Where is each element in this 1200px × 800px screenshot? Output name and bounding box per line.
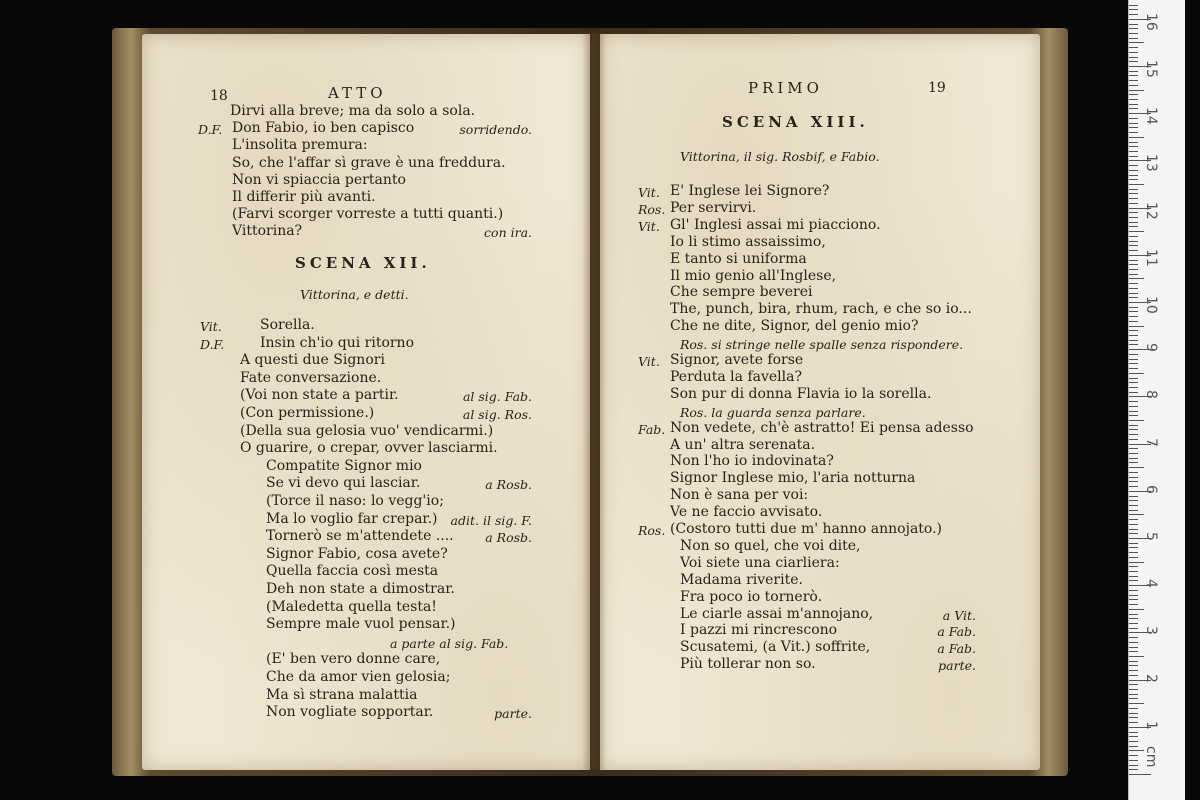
ruler-tick <box>1129 453 1138 454</box>
ruler-tick <box>1129 75 1138 76</box>
ruler-tick <box>1129 533 1138 534</box>
ruler-tick <box>1129 467 1144 468</box>
verse-line: (Torce il naso: lo vegg'io; <box>266 493 444 509</box>
stage-direction: a Rosb. <box>485 477 532 493</box>
ruler-label: 10 <box>1143 296 1159 314</box>
verse-line: (Voi non state a partir. <box>240 387 399 404</box>
ruler-tick <box>1129 344 1138 345</box>
verse-line: Gl' Inglesi assai mi piacciono. <box>670 216 881 233</box>
verse-line: Sempre male vuol pensar.) <box>266 616 456 633</box>
verse-line: Vittorina? <box>232 223 303 240</box>
ruler-tick <box>1129 330 1138 331</box>
ruler-tick <box>1129 378 1138 379</box>
ruler-tick <box>1129 363 1138 364</box>
ruler-tick <box>1129 562 1144 563</box>
ruler-tick <box>1129 628 1138 629</box>
ruler-label: 11 <box>1143 248 1159 267</box>
ruler-tick <box>1129 217 1138 218</box>
ruler-tick <box>1129 354 1138 355</box>
ruler-tick <box>1129 288 1138 289</box>
ruler-tick <box>1129 670 1138 671</box>
ruler-tick <box>1129 184 1144 185</box>
ruler-tick <box>1129 609 1144 610</box>
ruler-tick <box>1129 250 1138 251</box>
verse-line: I pazzi mi rincrescono <box>680 622 838 639</box>
ruler-tick <box>1129 496 1138 497</box>
ruler-tick <box>1129 448 1138 449</box>
ruler-tick <box>1129 708 1138 709</box>
ruler-tick <box>1129 552 1138 553</box>
verse-line: Son pur di donna Flavia io la sorella. <box>670 385 932 402</box>
ruler-tick <box>1129 434 1138 435</box>
verse-line: Perduta la favella? <box>670 368 802 385</box>
ruler-tick <box>1129 47 1138 48</box>
stage-direction: al sig. Fab. <box>462 389 532 405</box>
verse-line: Insin ch'io qui ritorno <box>260 334 415 351</box>
ruler-label: 15 <box>1143 60 1159 78</box>
ruler-tick <box>1129 245 1138 246</box>
speaker-label: Vit. <box>638 218 660 234</box>
ruler-tick <box>1129 566 1138 567</box>
book-gutter <box>582 34 606 770</box>
ruler-tick <box>1129 175 1138 176</box>
verse-line: Voi siete una ciarliera: <box>680 554 840 571</box>
ruler-tick <box>1129 462 1138 463</box>
stage-direction: sorridendo. <box>459 122 532 138</box>
verse-line: The, punch, bira, rhum, rach, e che so io... <box>670 301 972 318</box>
ruler-tick <box>1129 557 1138 558</box>
verse-line: (Farvi scorger vorreste a tutti quanti.) <box>232 206 504 223</box>
ruler-tick <box>1129 580 1138 581</box>
ruler-tick <box>1129 623 1138 624</box>
ruler-tick <box>1129 415 1138 416</box>
ruler-tick <box>1129 307 1138 308</box>
ruler-tick <box>1129 42 1144 43</box>
verse-line: Non vogliate sopportar. <box>266 704 434 721</box>
ruler-tick <box>1129 576 1138 577</box>
ruler-tick <box>1129 28 1138 29</box>
measuring-ruler <box>1128 0 1185 800</box>
ruler-tick <box>1129 151 1138 152</box>
ruler-tick <box>1129 33 1138 34</box>
ruler-tick <box>1129 226 1138 227</box>
ruler-tick <box>1129 9 1138 10</box>
verse-line: Per servirvi. <box>670 199 757 216</box>
verse-line: (E' ben vero donne care, <box>266 651 441 668</box>
verse-line: (Della sua gelosia vuo' vendicarmi.) <box>240 422 494 439</box>
ruler-tick <box>1129 651 1138 652</box>
stage-direction: a Vit. <box>942 607 976 623</box>
ruler-tick <box>1129 123 1138 124</box>
ruler-tick <box>1129 406 1138 407</box>
ruler-tick <box>1129 472 1138 473</box>
verse-line: Se vi devo qui lasciar. <box>266 475 421 492</box>
verse-line: Io li stimo assaissimo, <box>670 233 826 250</box>
ruler-tick <box>1129 198 1138 199</box>
stage-direction: parte. <box>494 706 532 722</box>
ruler-tick <box>1129 571 1138 572</box>
ruler-tick <box>1129 335 1138 336</box>
ruler-label: 13 <box>1143 154 1159 173</box>
stage-direction: Ros. la guarda senza parlare. <box>680 404 866 420</box>
ruler-label: 9 <box>1143 343 1159 353</box>
verse-line: Signor Fabio, cosa avete? <box>266 545 448 562</box>
right-page-number: 19 <box>928 80 946 96</box>
ruler-label: 16 <box>1143 12 1159 31</box>
ruler-label: 5 <box>1143 532 1159 541</box>
ruler-tick <box>1129 420 1144 421</box>
speaker-label: Vit. <box>638 354 660 369</box>
ruler-tick <box>1129 127 1138 128</box>
ruler-tick <box>1129 293 1138 294</box>
right-running-head: PRIMO <box>748 79 823 97</box>
ruler-tick <box>1129 769 1138 770</box>
ruler-tick <box>1129 675 1138 676</box>
ruler-tick <box>1129 14 1138 15</box>
ruler-tick <box>1129 274 1138 275</box>
ruler-tick <box>1129 99 1138 100</box>
speaker-label: Ros. <box>638 523 666 538</box>
verse-line: Compatite Signor mio <box>266 457 422 474</box>
ruler-tick <box>1129 401 1138 402</box>
ruler-tick <box>1129 382 1138 383</box>
left-running-head: ATTO <box>328 84 387 102</box>
verse-line: Che da amor vien gelosia; <box>266 669 451 685</box>
ruler-tick <box>1129 750 1144 751</box>
ruler-tick <box>1129 203 1138 204</box>
ruler-tick <box>1129 278 1144 279</box>
ruler-tick <box>1129 510 1138 511</box>
ruler-tick <box>1129 392 1138 393</box>
verse-line: E' Inglese lei Signore? <box>670 183 830 199</box>
ruler-tick <box>1129 193 1138 194</box>
verse-line: Don Fabio, io ben capisco <box>232 120 415 137</box>
verse-line: Più tollerar non so. <box>680 656 816 673</box>
ruler-tick <box>1129 269 1138 270</box>
verse-line: Ve ne faccio avvisato. <box>670 504 823 521</box>
ruler-tick <box>1129 439 1138 440</box>
verse-line: Non vedete, ch'è astratto! Ei pensa adesso <box>670 419 974 436</box>
ruler-tick <box>1129 260 1138 261</box>
ruler-tick <box>1129 61 1138 62</box>
ruler-tick <box>1129 519 1138 520</box>
ruler-label: 7 <box>1143 437 1159 447</box>
ruler-tick <box>1129 142 1138 143</box>
ruler-tick <box>1129 717 1138 718</box>
verse-line: (Maledetta quella testa! <box>266 598 437 615</box>
ruler-tick <box>1129 458 1138 459</box>
stage-direction: con ira. <box>484 225 532 241</box>
speaker-label: Fab. <box>638 421 666 437</box>
ruler-tick <box>1129 425 1138 426</box>
verse-line: Le ciarle assai m'annojano, <box>680 605 874 622</box>
left-scene-title: SCENA XII. <box>295 254 431 272</box>
ruler-tick <box>1129 316 1138 317</box>
speaker-label: D.F. <box>200 336 225 352</box>
verse-line: Scusatemi, (a Vit.) soffrite, <box>680 639 871 656</box>
ruler-tick <box>1129 656 1144 657</box>
ruler-tick <box>1129 732 1138 733</box>
ruler-tick <box>1129 529 1138 530</box>
ruler-tick <box>1129 165 1138 166</box>
stage-direction: parte. <box>938 658 976 674</box>
ruler-tick <box>1129 500 1138 501</box>
ruler-tick <box>1129 642 1138 643</box>
ruler-tick <box>1129 212 1138 213</box>
stage-direction: Ros. si stringe nelle spalle senza rispondere. <box>680 337 964 353</box>
speaker-label: Vit. <box>638 185 660 200</box>
ruler-tick <box>1129 359 1138 360</box>
verse-line: Signor Inglese mio, l'aria notturna <box>670 470 916 487</box>
ruler-tick <box>1129 137 1144 138</box>
stage-direction: a parte al sig. Fab. <box>390 635 509 651</box>
verse-line: Fate conversazione. <box>240 369 382 386</box>
speaker-label: D.F. <box>198 122 223 138</box>
ruler-tick <box>1129 189 1138 190</box>
verse-line: Tornerò se m'attendete .... <box>266 528 454 545</box>
ruler-tick <box>1129 524 1138 525</box>
ruler-tick <box>1129 24 1138 25</box>
ruler-tick <box>1129 429 1138 430</box>
ruler-tick <box>1129 614 1138 615</box>
ruler-label: 3 <box>1143 626 1159 636</box>
verse-line: Non l'ho io indovinata? <box>670 453 834 470</box>
ruler-tick <box>1129 52 1138 53</box>
ruler-tick <box>1129 486 1138 487</box>
stage-direction: a Rosb. <box>485 530 532 546</box>
verse-line: Non vi spiaccia pertanto <box>232 171 406 188</box>
ruler-tick <box>1129 326 1144 327</box>
ruler-tick <box>1129 689 1138 690</box>
ruler-tick <box>1129 80 1138 81</box>
ruler-tick <box>1129 85 1138 86</box>
ruler-tick <box>1129 170 1138 171</box>
ruler-tick <box>1129 774 1151 775</box>
left-page-number: 18 <box>210 88 228 104</box>
ruler-tick <box>1129 547 1138 548</box>
ruler-tick <box>1129 481 1138 482</box>
ruler-tick <box>1129 637 1138 638</box>
verse-line: Il mio genio all'Inglese, <box>670 267 837 284</box>
ruler-tick <box>1129 684 1138 685</box>
ruler-tick <box>1129 599 1138 600</box>
ruler-tick <box>1129 283 1138 284</box>
ruler-tick <box>1129 156 1138 157</box>
stage-direction: a Fab. <box>937 624 976 640</box>
ruler-tick <box>1129 340 1138 341</box>
ruler-tick <box>1129 368 1138 369</box>
verse-line: Che sempre beverei <box>670 284 813 301</box>
ruler-tick <box>1129 108 1138 109</box>
verse-line: Quella faccia così mesta <box>266 563 439 580</box>
ruler-tick <box>1129 595 1138 596</box>
ruler-tick <box>1129 411 1138 412</box>
ruler-tick <box>1129 104 1138 105</box>
ruler-tick <box>1129 146 1138 147</box>
ruler-tick <box>1129 57 1138 58</box>
ruler-label: 14 <box>1143 107 1159 126</box>
ruler-tick <box>1129 736 1138 737</box>
ruler-label: 6 <box>1143 484 1159 494</box>
ruler-tick <box>1129 543 1138 544</box>
verse-line: Non so quel, che voi dite, <box>680 537 861 554</box>
ruler-tick <box>1129 741 1138 742</box>
ruler-tick <box>1129 477 1138 478</box>
ruler-tick <box>1129 241 1138 242</box>
ruler-label: cm <box>1143 746 1159 768</box>
verse-line: A questi due Signori <box>240 352 385 369</box>
verse-line: Ma lo voglio far crepar.) <box>266 510 438 527</box>
ruler-tick <box>1129 71 1138 72</box>
verse-line: L'insolita premura: <box>232 137 368 154</box>
ruler-tick <box>1129 231 1144 232</box>
left-scene-cast: Vittorina, e detti. <box>300 287 409 302</box>
ruler-tick <box>1129 179 1138 180</box>
ruler-tick <box>1129 647 1138 648</box>
verse-line: Il differir più avanti. <box>232 189 376 205</box>
right-scene-cast: Vittorina, il sig. Rosbif, e Fabio. <box>680 149 880 164</box>
stage-direction: adit. il sig. F. <box>450 512 532 528</box>
verse-line: Che ne dite, Signor, del genio mio? <box>670 318 919 335</box>
verse-line: A un' altra serenata. <box>670 436 816 453</box>
verse-line: (Costoro tutti due m' hanno annojato.) <box>670 521 943 537</box>
ruler-tick <box>1129 118 1138 119</box>
speaker-label: Ros. <box>638 201 666 217</box>
verse-line: Madama riverite. <box>680 571 803 588</box>
ruler-label: 2 <box>1143 673 1159 683</box>
verse-line: Signor, avete forse <box>670 352 804 368</box>
right-scene-title: SCENA XIII. <box>722 113 869 131</box>
ruler-tick <box>1129 514 1144 515</box>
verse-line: Non è sana per voi: <box>670 487 809 504</box>
ruler-tick <box>1129 387 1138 388</box>
verse-line: Dirvi alla breve; ma da solo a sola. <box>230 103 476 119</box>
ruler-tick <box>1129 590 1138 591</box>
ruler-tick <box>1129 618 1138 619</box>
speaker-label: Vit. <box>200 319 222 334</box>
ruler-tick <box>1129 38 1138 39</box>
ruler-label: 12 <box>1143 201 1159 220</box>
verse-line: (Con permissione.) <box>240 405 375 421</box>
ruler-tick <box>1129 698 1138 699</box>
ruler-tick <box>1129 373 1144 374</box>
ruler-tick <box>1129 665 1138 666</box>
stage-direction: al sig. Ros. <box>462 407 532 422</box>
ruler-tick <box>1129 505 1138 506</box>
verse-line: O guarire, o crepar, ovver lasciarmi. <box>240 440 498 457</box>
ruler-tick <box>1129 661 1138 662</box>
ruler-tick <box>1129 746 1138 747</box>
ruler-tick <box>1129 722 1138 723</box>
ruler-label: 8 <box>1143 390 1159 400</box>
ruler-tick <box>1129 755 1138 756</box>
ruler-tick <box>1129 713 1138 714</box>
verse-line: E tanto si uniforma <box>670 250 807 267</box>
ruler-tick <box>1129 132 1138 133</box>
ruler-tick <box>1129 321 1138 322</box>
ruler-tick <box>1129 222 1138 223</box>
ruler-tick <box>1129 94 1138 95</box>
ruler-tick <box>1129 5 1138 6</box>
ruler-tick <box>1129 264 1138 265</box>
verse-line: So, che l'affar sì grave è una freddura. <box>232 154 506 171</box>
verse-line: Ma sì strana malattia <box>266 686 418 703</box>
ruler-label: 4 <box>1143 579 1159 589</box>
ruler-tick <box>1129 765 1138 766</box>
ruler-tick <box>1129 90 1144 91</box>
ruler-tick <box>1129 703 1144 704</box>
verse-line: Sorella. <box>260 317 315 333</box>
verse-line: Fra poco io tornerò. <box>680 588 823 605</box>
ruler-tick <box>1129 297 1138 298</box>
ruler-tick <box>1129 760 1138 761</box>
ruler-tick <box>1129 694 1138 695</box>
ruler-tick <box>1129 604 1138 605</box>
ruler-tick <box>1129 236 1138 237</box>
verse-line: Deh non state a dimostrar. <box>266 581 455 597</box>
stage-direction: a Fab. <box>937 641 976 657</box>
ruler-tick <box>1129 311 1138 312</box>
ruler-label: 1 <box>1143 720 1159 730</box>
